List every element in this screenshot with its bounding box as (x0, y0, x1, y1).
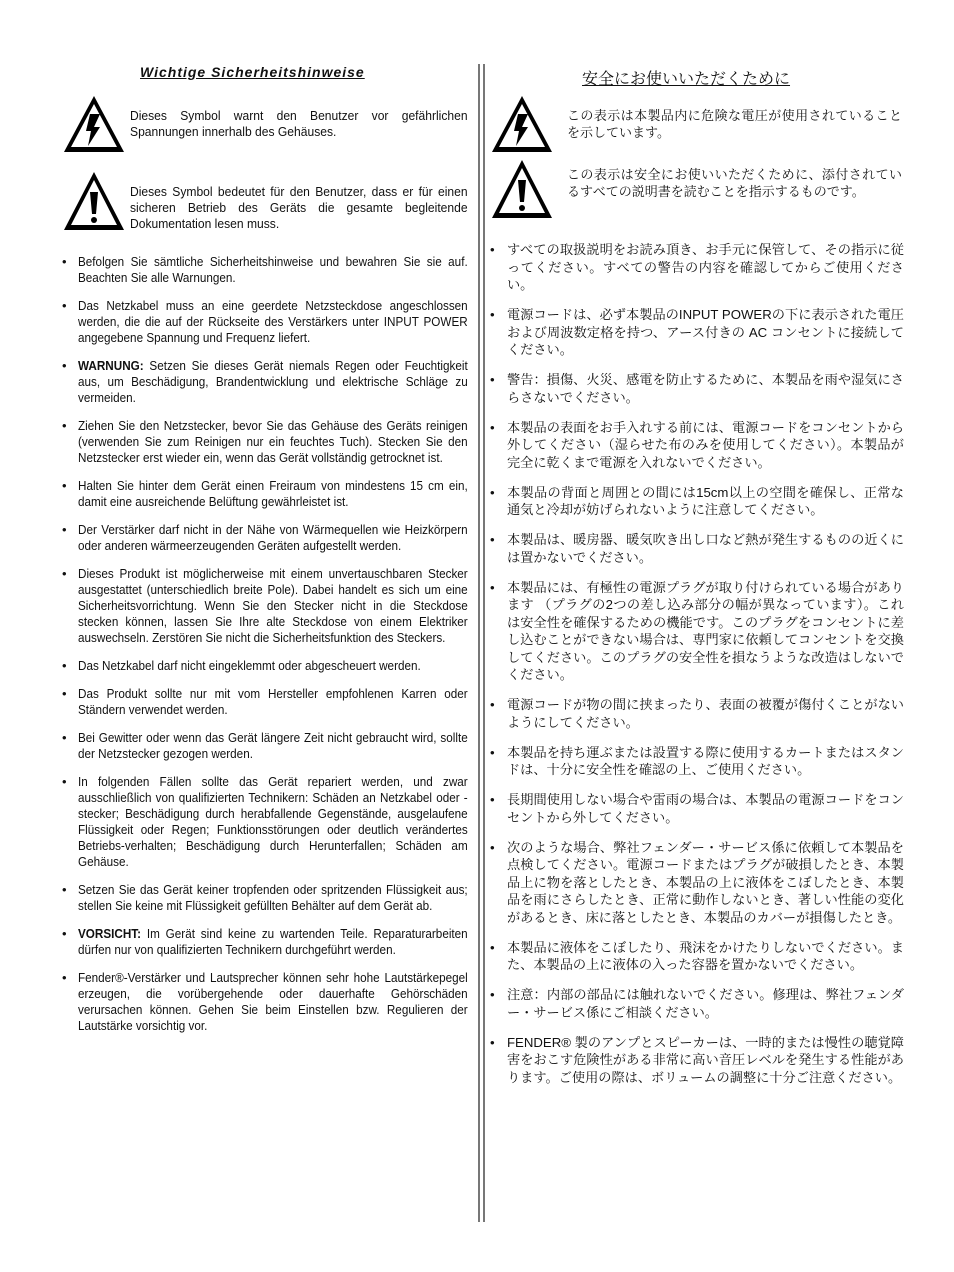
list-item-text: Im Gerät sind keine zu wartenden Teile. Reparaturarbeiten dürfen nur von qualifizierten Technikern durchgeführt werden. (78, 926, 468, 957)
bullet-icon: • (490, 242, 495, 257)
bullet-icon: • (490, 1034, 495, 1050)
german-list-item (62, 730, 468, 762)
exclamation-triangle-icon (490, 158, 554, 220)
bullet-icon: • (62, 418, 67, 433)
japanese-bullet-list (490, 241, 904, 1099)
list-item-text: 電源コードは、必ず本製品のINPUT POWERの下に表示された電圧および周波数定格を持つ、アース付きの AC コンセントに接続してください。 (507, 307, 904, 357)
list-item-text: 本製品の表面をお手入れする前には、電源コードをコンセントから外してください（湿らせた布のみを使用してください）。本製品が完全に乾くまで電源を入れないでください。 (507, 419, 904, 470)
bullet-icon: • (490, 419, 495, 435)
german-list-item (62, 686, 468, 718)
bullet-icon: • (62, 254, 67, 269)
japanese-list-item (490, 371, 904, 406)
japanese-list-item (490, 986, 904, 1021)
japanese-list-item (490, 744, 904, 779)
german-bullet-list (62, 254, 468, 1046)
list-item-text: Das Netzkabel darf nicht eingeklemmt oder abgescheuert werden. (78, 658, 421, 673)
german-list-item (62, 478, 468, 510)
bullet-icon: • (490, 987, 495, 1002)
bullet-icon: • (62, 926, 67, 941)
japanese-title: 安全にお使いいただくために (582, 71, 791, 88)
bullet-icon: • (62, 658, 67, 673)
list-item-text: Bei Gewitter oder wenn das Gerät längere Zeit nicht gebraucht wird, sollte der Netzstecker gezogen werden. (78, 730, 468, 761)
list-item-text: 本製品を持ち運ぶまたは設置する際に使用するカートまたはスタンドは、十分に安全性を確認の上、ご使用ください。 (507, 744, 904, 777)
list-item-text: 警告：損傷、火災、感電を防止するために、本製品を雨や湿気にさらさないでください。 (507, 372, 904, 405)
bullet-icon: • (490, 372, 495, 387)
german-list-item (62, 774, 468, 870)
bullet-icon: • (490, 744, 495, 760)
german-list-item (62, 882, 468, 914)
japanese-list-item (490, 531, 904, 566)
bullet-icon: • (490, 579, 495, 595)
german-list-item (62, 522, 468, 554)
german-list-item (62, 254, 468, 286)
warning-label: WARNUNG: (78, 358, 144, 373)
german-symbol-text: Dieses Symbol warnt den Benutzer vor gefährlichen Spannungen innerhalb des Gehäuses. (130, 108, 468, 139)
japanese-list-item (490, 839, 904, 927)
bullet-icon: • (62, 774, 67, 789)
japanese-symbol-text: この表示は本製品内に危険な電圧が使用されていることを示しています。 (567, 108, 902, 140)
list-item-text: 次のような場合、弊社フェンダー・サービス係に依頼して本製品を点検してください。電源コードまたはプラグが破損したとき、本製品上に物を落としたとき、本製品の上に液体をこぼしたとき、本製品を雨にさらしたとき、正常に動作しないとき、著しい性能の変化があるとき、床に落としたとき、本製品のカバーが損傷したとき。 (507, 839, 904, 925)
bullet-icon: • (62, 882, 67, 897)
german-symbol-text: Dieses Symbol bedeutet für den Benutzer, dass er für einen sicheren Betrieb des Geräts die gesamte begleitende Dokumentation lesen muss. (130, 184, 468, 231)
list-item-text: 本製品の背面と周囲との間には15cm以上の空間を確保し、正常な通気と冷却が妨げられないように注意してください。 (507, 484, 904, 517)
japanese-list-item (490, 419, 904, 472)
japanese-list-item (490, 939, 904, 974)
bullet-icon: • (62, 566, 67, 581)
bullet-icon: • (62, 478, 67, 493)
german-list-item (62, 298, 468, 346)
list-item-text: Dieses Produkt ist möglicherweise mit einem unvertauschbaren Stecker ausgestattet (unterschiedlich breite Pole). Dabei handelt es sich um eine Sicherheitsvorrichtung. Wenn Sie den Stecker nicht in die Steckdose stecken können, lassen Sie Ihre alte Steckdose von einem Elektriker auswechseln. Zerstören Sie nicht die Sicherheitsfunktion des Steckers. (78, 566, 468, 645)
bullet-icon: • (490, 792, 495, 807)
list-item-text: FENDER® 製のアンプとスピーカーは、一時的または慢性の聴覚障害をおこす危険性がある非常に高い音圧レベルを発生する性能があります。ご使用の際は、ボリュームの調整に十分ご注意ください。 (507, 1034, 904, 1085)
german-list-item (62, 358, 468, 406)
bullet-icon: • (490, 307, 495, 322)
list-item-text: 注意：内部の部品には触れないでください。修理は、弊社フェンダー・サービス係にご相談ください。 (507, 987, 904, 1020)
german-title: Wichtige Sicherheitshinweise (140, 64, 365, 80)
bullet-icon: • (62, 686, 67, 701)
german-list-item (62, 418, 468, 466)
list-item-text: Setzen Sie dieses Gerät niemals Regen oder Feuchtigkeit aus, um Beschädigung, Brandentwicklung und elektrische Schläge zu vermeiden. (78, 358, 468, 405)
japanese-symbol-text: この表示は安全にお使いいただくために、添付されているすべての説明書を読むことを指示するものです。 (567, 167, 902, 199)
list-item-text: Befolgen Sie sämtliche Sicherheitshinweise und bewahren Sie sie auf. Beachten Sie alle Warnungen. (78, 254, 468, 285)
bullet-icon: • (62, 358, 67, 373)
column-divider (478, 64, 486, 1222)
list-item-text: Der Verstärker darf nicht in der Nähe von Wärmequellen wie Heizkörpern oder anderen wärmeerzeugenden Geräten aufgestellt werden. (78, 522, 468, 553)
list-item-text: 本製品に液体をこぼしたり、飛沫をかけたりしないでください。また、本製品の上に液体の入った容器を置かないでください。 (507, 939, 904, 972)
bullet-icon: • (62, 970, 67, 985)
list-item-text: In folgenden Fällen sollte das Gerät repariert werden, und zwar ausschließlich von qualifizierten Technikern: Schäden an Netzkabel oder -stecker; Beschädigung durch herabfallende Gegenstände, ausgelaufene Flüssigkeit oder Regen; Funktionsstörungen oder deutlich verändertes Betriebs-verhalten; Beschädigung durch Herunterfallen; Schäden am Gehäuse. (78, 774, 468, 869)
bullet-icon: • (490, 839, 495, 855)
list-item-text: Das Produkt sollte nur mit vom Hersteller empfohlenen Karren oder Ständern verwendet werden. (78, 686, 468, 717)
warning-label: VORSICHT: (78, 926, 142, 941)
bullet-icon: • (62, 730, 67, 745)
bullet-icon: • (490, 484, 495, 500)
bullet-icon: • (62, 298, 67, 313)
list-item-text: すべての取扱説明をお読み頂き、お手元に保管して、その指示に従ってください。すべての警告の内容を確認してからご使用ください。 (507, 242, 904, 292)
japanese-list-item (490, 791, 904, 826)
list-item-text: 本製品には、有極性の電源プラグが取り付けられている場合があります （プラグの2つの差し込み部分の幅が異なっています）。これは安全性を確保するための機能です。このプラグをコンセントに差し込むことができない場合は、専門家に依頼してコンセントを交換してください。このプラグの安全性を損なうような改造はしないでください。 (507, 579, 904, 682)
list-item-text: 電源コードが物の間に挟まったり、表面の被覆が傷付くことがないようにしてください。 (507, 697, 904, 730)
japanese-list-item (490, 241, 904, 294)
japanese-list-item (490, 306, 904, 359)
bullet-icon: • (490, 532, 495, 547)
bullet-icon: • (490, 697, 495, 712)
list-item-text: 本製品は、暖房器、暖気吹き出し口など熱が発生するものの近くには置かないでください。 (507, 532, 904, 565)
lightning-triangle-icon (62, 94, 126, 154)
list-item-text: Fender®-Verstärker und Lautsprecher können sehr hohe Lautstärkepegel erzeugen, die vorübergehende oder dauerhafte Gehörschäden verursachen können. Gehen Sie beim Einstellen bzw. Regulieren der Lautstärke vorsichtig vor. (78, 970, 468, 1033)
japanese-list-item (490, 484, 904, 519)
exclamation-triangle-icon (62, 170, 126, 232)
german-list-item (62, 926, 468, 958)
bullet-icon: • (490, 939, 495, 955)
japanese-list-item (490, 696, 904, 731)
german-list-item (62, 566, 468, 646)
german-list-item (62, 970, 468, 1034)
list-item-text: Ziehen Sie den Netzstecker, bevor Sie das Gehäuse des Geräts reinigen (verwenden Sie zum Reinigen nur ein feuchtes Tuch). Stecken Sie den Netzstecker erst wieder ein, wenn das Gerät vollständig getrocknet ist. (78, 418, 468, 465)
lightning-triangle-icon (490, 94, 554, 154)
list-item-text: 長期間使用しない場合や雷雨の場合は、本製品の電源コードをコンセントから外してください。 (507, 792, 904, 825)
japanese-list-item (490, 1034, 904, 1087)
bullet-icon: • (62, 522, 67, 537)
list-item-text: Halten Sie hinter dem Gerät einen Freiraum von mindestens 15 cm ein, damit eine ausreichende Belüftung gewährleistet ist. (78, 478, 468, 509)
list-item-text: Das Netzkabel muss an eine geerdete Netzsteckdose angeschlossen werden, die die auf der Rückseite des Verstärkers unter INPUT POWER angegebene Spannung und Frequenz liefert. (78, 298, 468, 345)
list-item-text: Setzen Sie das Gerät keiner tropfenden oder spritzenden Flüssigkeit aus; stellen Sie keine mit Flüssigkeit gefüllten Behälter auf dem Gerät ab. (78, 882, 468, 913)
german-list-item (62, 658, 468, 674)
japanese-list-item (490, 579, 904, 684)
